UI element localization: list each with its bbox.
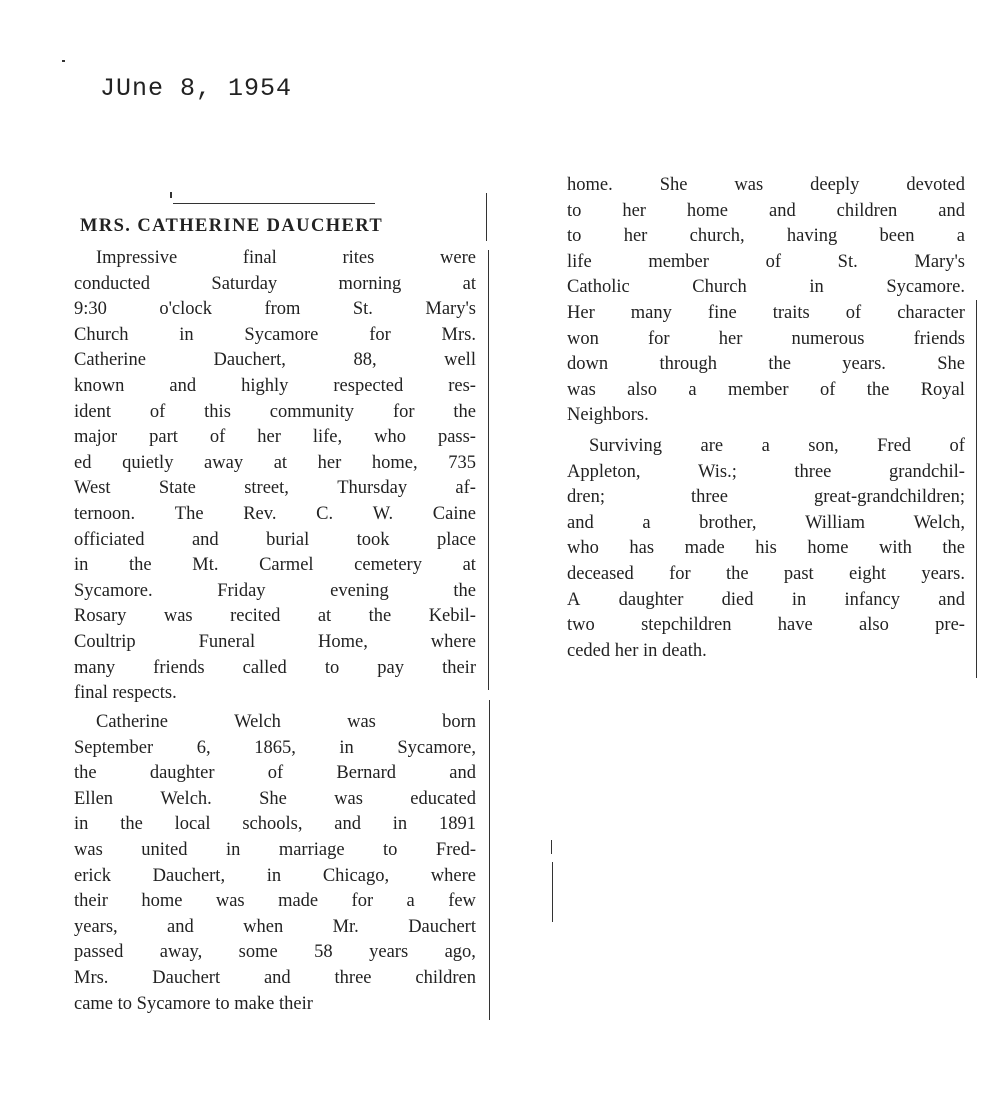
headline-rule <box>173 203 375 204</box>
text-line: conducted Saturday morning at <box>74 273 476 294</box>
text-line: ternoon. The Rev. C. W. Caine <box>74 503 476 524</box>
text-line: dren; three great-grandchildren; <box>567 487 965 508</box>
text-line: who has made his home with the <box>567 538 965 559</box>
text-line: Sycamore. Friday evening the <box>74 580 476 601</box>
column-rule <box>489 700 490 1020</box>
text-line: A daughter died in infancy and <box>567 589 965 610</box>
text-line: Catherine Dauchert, 88, well <box>74 350 476 371</box>
text-line: Ellen Welch. She was educated <box>74 788 476 809</box>
text-line: known and highly respected res- <box>74 375 476 396</box>
text-line: Her many fine traits of character <box>567 302 965 323</box>
text-line: passed away, some 58 years ago, <box>74 942 476 963</box>
text-line: many friends called to pay their <box>74 657 476 678</box>
text-line: final respects. <box>74 683 177 704</box>
text-line: Surviving are a son, Fred of <box>589 436 965 456</box>
column-rule <box>976 300 977 678</box>
text-line: was also a member of the Royal <box>567 379 965 400</box>
text-line: Impressive final rites were <box>96 248 476 268</box>
text-line: ceded her in death. <box>567 640 707 661</box>
column-rule <box>551 840 552 854</box>
text-line: came to Sycamore to make their <box>74 993 313 1014</box>
left-column-paragraph-2 <box>74 710 476 1017</box>
text-line: Church in Sycamore for Mrs. <box>74 324 476 345</box>
text-line: and a brother, William Welch, <box>567 512 965 533</box>
clipping-date: JUne 8, 1954 <box>100 74 293 103</box>
text-line: Neighbors. <box>567 405 649 426</box>
text-line: won for her numerous friends <box>567 328 965 349</box>
text-line: to her church, having been a <box>567 226 965 247</box>
text-line: two stepchildren have also pre- <box>567 615 965 636</box>
text-line: major part of her life, who pass- <box>74 427 476 448</box>
text-line: their home was made for a few <box>74 891 476 912</box>
text-line: West State street, Thursday af- <box>74 478 476 499</box>
text-line: to her home and children and <box>567 200 965 221</box>
text-line: years, and when Mr. Dauchert <box>74 916 476 937</box>
text-line: life member of St. Mary's <box>567 251 965 272</box>
column-rule <box>486 193 487 241</box>
text-line: in the Mt. Carmel cemetery at <box>74 555 476 576</box>
text-line: Catholic Church in Sycamore. <box>567 277 965 298</box>
text-line: home. She was deeply devoted <box>567 175 965 195</box>
text-line: was united in marriage to Fred- <box>74 839 476 860</box>
text-line: down through the years. She <box>567 354 965 375</box>
text-line: Rosary was recited at the Kebil- <box>74 606 476 627</box>
column-rule <box>488 250 489 690</box>
scan-speck <box>170 192 172 198</box>
text-line: deceased for the past eight years. <box>567 563 965 584</box>
text-line: officiated and burial took place <box>74 529 476 550</box>
left-column-paragraph-1 <box>74 246 476 707</box>
right-column-paragraph-1 <box>567 173 965 429</box>
text-line: ident of this community for the <box>74 401 476 422</box>
text-line: 9:30 o'clock from St. Mary's <box>74 299 476 320</box>
text-line: Mrs. Dauchert and three children <box>74 967 476 988</box>
text-line: Coultrip Funeral Home, where <box>74 631 476 652</box>
text-line: Appleton, Wis.; three grandchil- <box>567 461 965 482</box>
text-line: Catherine Welch was born <box>96 712 476 732</box>
text-line: the daughter of Bernard and <box>74 763 476 784</box>
text-line: erick Dauchert, in Chicago, where <box>74 865 476 886</box>
text-line: ed quietly away at her home, 735 <box>74 452 476 473</box>
text-line: September 6, 1865, in Sycamore, <box>74 737 476 758</box>
right-column-paragraph-2 <box>567 434 965 664</box>
obituary-headline: MRS. CATHERINE DAUCHERT <box>80 216 384 236</box>
text-line: in the local schools, and in 1891 <box>74 814 476 835</box>
column-rule <box>552 862 553 922</box>
scan-speck <box>62 60 65 62</box>
